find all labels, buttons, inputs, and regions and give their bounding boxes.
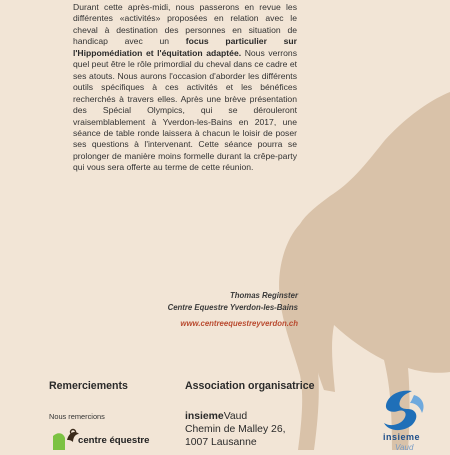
- main-paragraph: [73, 2, 297, 174]
- thanks-heading: Remerciements: [49, 380, 128, 392]
- signature-org: Centre Equestre Yverdon-les-Bains: [167, 302, 298, 312]
- association-name: insiemeVaud: [185, 411, 248, 422]
- signature-website-link[interactable]: www.centreequestreyverdon.ch: [180, 319, 298, 328]
- paragraph-text-1: Durant cette après-midi, nous passerons en revue les différentes «activités» proposées en relation avec le cheval à destination des personnes en situation de handicap avec un: [73, 2, 297, 47]
- association-address-line2: 1007 Lausanne: [185, 437, 257, 448]
- paragraph-text-2: Nous verrons quel peut être le rôle primordial du cheval dans ce cadre et ses atouts. Nous aurons l'occasion d'aborder les différents outils spécifiques à ces activités et les bénéfices recherchés à travers elles. Après une brève présentation des Spécial Olympics, qui se dérouleront vraisemblablement à Yverdon-les-Bains en 2017, une séance de table ronde laissera à chacun le loisir de poser ses questions à l'intervenant. Cette séance pourra se prolonger de manière moins formelle durant la crêpe-party qui vous sera offerte au terme de cette réunion.: [73, 47, 297, 173]
- centre-equestre-logo-icon: [51, 426, 81, 450]
- association-info: [185, 410, 286, 449]
- signature-name: Thomas Reginster: [229, 291, 298, 300]
- association-heading: Association organisatrice: [185, 380, 315, 392]
- association-address-line1: Chemin de Malley 26,: [185, 424, 286, 435]
- logo-subtext: Vaud: [395, 443, 414, 452]
- logo-text: insieme: [383, 432, 421, 442]
- sponsor-name: centre équestre: [78, 435, 150, 446]
- paragraph-bold-text: focus particulier sur l'Hippomédiation et l'équitation adaptée.: [73, 36, 297, 58]
- signature-block: [168, 290, 298, 330]
- thanks-text: Nous remercions: [49, 412, 105, 421]
- sponsor-logo: [51, 426, 171, 450]
